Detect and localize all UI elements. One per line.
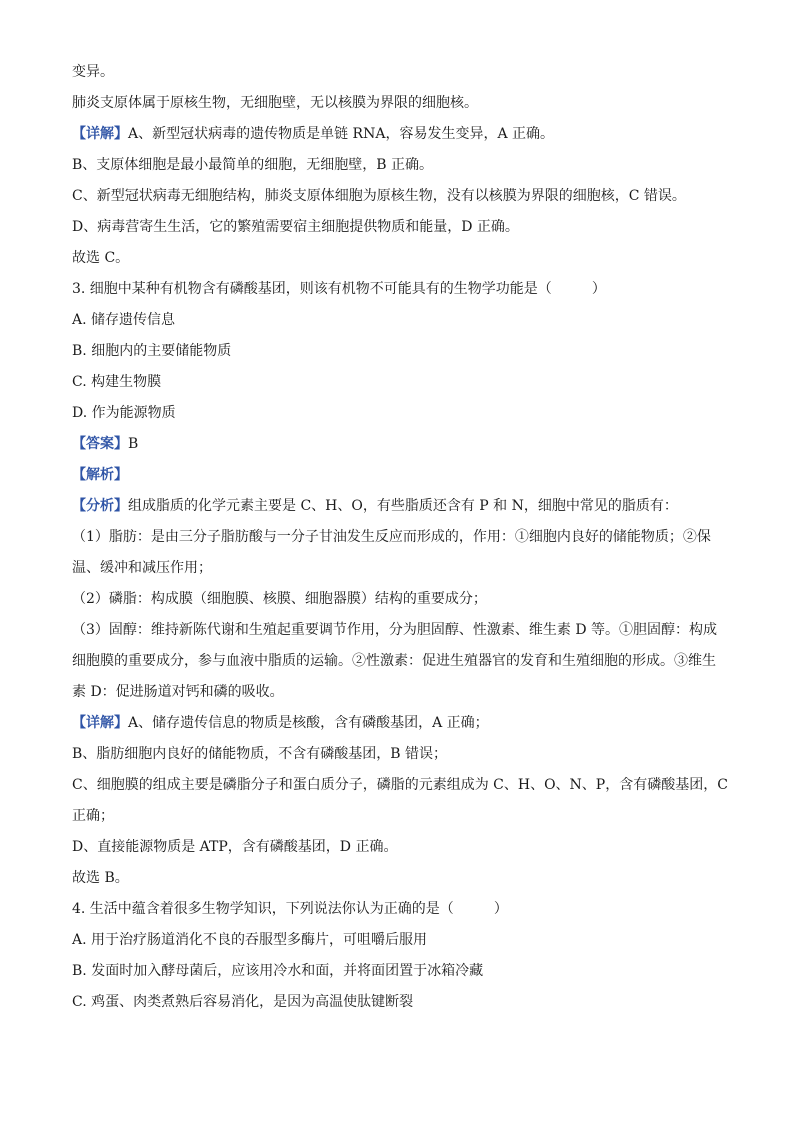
q3-option-c: C. 构建生物膜 xyxy=(72,374,162,390)
q2-detail-d: D、病毒营寄生生活，它的繁殖需要宿主细胞提供物质和能量，D 正确。 xyxy=(72,219,519,235)
q3-option-b: B. 细胞内的主要储能物质 xyxy=(72,343,232,359)
q3-conclusion: 故选 B。 xyxy=(72,870,129,886)
q2-detail-a xyxy=(72,124,732,144)
q3-sterol-line-2: 细胞膜的重要成分，参与血液中脂质的运输。②性激素：促进生殖器官的发育和生殖细胞的形成。③维生 xyxy=(72,653,716,669)
q3-fenxi xyxy=(72,496,732,516)
q4-stem-close: ） xyxy=(493,901,508,917)
q3-detail-c-line-1: C、细胞膜的组成主要是磷脂分子和蛋白质分子，磷脂的元素组成为 C、H、O、N、P，含有磷酸基团，C xyxy=(72,777,728,793)
q3-sterol-line-1: （3）固醇：维持新陈代谢和生殖起重要调节作用，分为胆固醇、性激素、维生素 D 等。①胆固醇：构成 xyxy=(72,622,718,638)
q3-answer xyxy=(72,434,732,454)
q4-option-c: C. 鸡蛋、肉类煮熟后容易消化，是因为高温使肽键断裂 xyxy=(72,994,414,1010)
q3-stem-text: 3. 细胞中某种有机物含有磷酸基团，则该有机物不可能具有的生物学功能是（ xyxy=(72,281,552,297)
q3-detail-c-line-2: 正确； xyxy=(72,808,114,824)
q3-sterol-line-3: 素 D：促进肠道对钙和磷的吸收。 xyxy=(72,684,284,700)
q2-detail-b: B、支原体细胞是最小最简单的细胞，无细胞壁，B 正确。 xyxy=(72,157,434,173)
q3-analysis-heading xyxy=(72,465,732,485)
q4-option-a: A. 用于治疗肠道消化不良的吞服型多酶片，可咀嚼后服用 xyxy=(72,932,428,948)
q3-phospholipid: （2）磷脂：构成膜（细胞膜、核膜、细胞器膜）结构的重要成分； xyxy=(72,591,487,607)
q2-detail-c: C、新型冠状病毒无细胞结构，肺炎支原体细胞为原核生物，没有以核膜为界限的细胞核，C 错误。 xyxy=(72,188,686,204)
q3-answer-value: B xyxy=(128,436,139,452)
q3-fat-line-1: （1）脂肪：是由三分子脂肪酸与一分子甘油发生反应而形成的，作用：①细胞内良好的储能物质；②保 xyxy=(72,529,711,545)
q4-option-b: B. 发面时加入酵母菌后，应该用冷水和面，并将面团置于冰箱冷藏 xyxy=(72,963,484,979)
q2-tail-line-2: 肺炎支原体属于原核生物，无细胞壁，无以核膜为界限的细胞核。 xyxy=(72,95,478,111)
q2-tail-line-1: 变异。 xyxy=(72,64,114,80)
document-page xyxy=(72,62,732,1023)
q3-fenxi-text: 组成脂质的化学元素主要是 C、H、O，有些脂质还含有 P 和 N，细胞中常见的脂质有： xyxy=(128,498,678,514)
q2-conclusion: 故选 C。 xyxy=(72,250,130,266)
detail-tag: 【详解】 xyxy=(72,126,128,142)
q3-option-a: A. 储存遗传信息 xyxy=(72,312,176,328)
q3-stem xyxy=(72,279,732,299)
fenxi-tag: 【分析】 xyxy=(72,498,128,514)
q3-detail-a-text: A、储存遗传信息的物质是核酸，含有磷酸基团，A 正确； xyxy=(128,715,489,731)
q4-stem xyxy=(72,899,732,919)
q3-fat-line-2: 温、缓冲和减压作用； xyxy=(72,560,212,576)
q4-stem-text: 4. 生活中蕴含着很多生物学知识，下列说法你认为正确的是（ xyxy=(72,901,454,917)
analysis-tag: 【解析】 xyxy=(72,467,128,483)
q3-option-d: D. 作为能源物质 xyxy=(72,405,176,421)
answer-tag: 【答案】 xyxy=(72,436,128,452)
q3-detail-a xyxy=(72,713,732,733)
q3-stem-close: ） xyxy=(591,281,606,297)
q3-detail-b: B、脂肪细胞内良好的储能物质，不含有磷酸基团，B 错误； xyxy=(72,746,448,762)
q3-detail-d: D、直接能源物质是 ATP，含有磷酸基团，D 正确。 xyxy=(72,839,398,855)
q2-detail-a-text: A、新型冠状病毒的遗传物质是单链 RNA，容易发生变异，A 正确。 xyxy=(128,126,555,142)
detail-tag: 【详解】 xyxy=(72,715,128,731)
